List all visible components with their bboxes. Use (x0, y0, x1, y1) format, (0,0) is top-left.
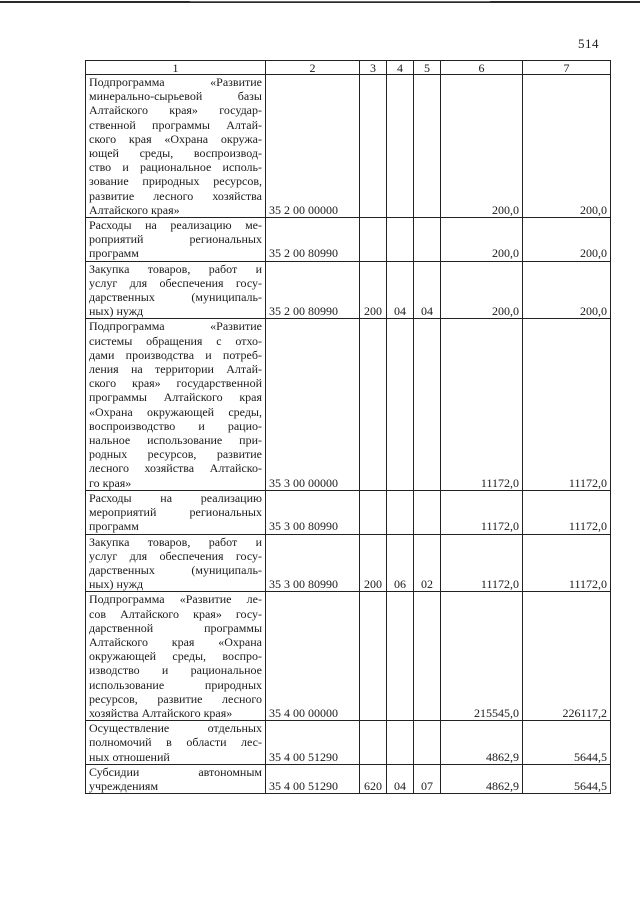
row-col4-cell: 04 (387, 261, 414, 319)
row-name-line: изводство и рациональное (89, 663, 262, 678)
row-col3-cell: 200 (360, 261, 387, 319)
table-row (86, 75, 611, 218)
row-name-line: Закупка товаров, работ и (89, 261, 262, 276)
row-col4-cell: 04 (387, 764, 414, 793)
header-col-5: 5 (414, 61, 441, 75)
row-col5-cell (414, 592, 441, 721)
row-name-line: ющей среды, воспроизвод- (89, 146, 262, 161)
table-row (86, 534, 611, 592)
row-name-line: ство и рациональное исполь- (89, 160, 262, 175)
row-value7-cell: 200,0 (523, 261, 611, 319)
row-col5-cell (414, 218, 441, 262)
row-code-cell: 35 3 00 80990 (266, 490, 360, 534)
row-col3-cell (360, 319, 387, 490)
row-name-line: лесного хозяйства Алтайско- (89, 461, 262, 476)
row-col5-cell (414, 721, 441, 765)
table-row (86, 721, 611, 765)
row-name-line: Подпрограмма «Развитие (89, 75, 262, 89)
row-col4-cell (387, 721, 414, 765)
header-col-4: 4 (387, 61, 414, 75)
row-name-line: ных отношений (89, 749, 170, 764)
row-col4-cell (387, 319, 414, 490)
row-value7-cell: 226117,2 (523, 592, 611, 721)
row-name-line: учреждениям (89, 778, 159, 793)
table-row (86, 764, 611, 793)
row-name-cell (86, 75, 266, 218)
row-value7-cell: 11172,0 (523, 490, 611, 534)
row-col3-cell (360, 721, 387, 765)
row-name-line: Алтайского края» (89, 202, 180, 217)
row-name-line: родных ресурсов, развитие (89, 447, 262, 462)
row-name-cell (86, 534, 266, 592)
table-row (86, 490, 611, 534)
row-value7-cell: 200,0 (523, 75, 611, 218)
row-name-line: дарственных (муниципаль- (89, 562, 262, 577)
row-name-line: ского края» государственной (89, 376, 262, 391)
row-value6-cell: 4862,9 (441, 721, 523, 765)
row-name-line: хозяйства Алтайского края» (89, 705, 233, 720)
table-row (86, 592, 611, 721)
row-col4-cell (387, 218, 414, 262)
row-col5-cell (414, 490, 441, 534)
row-name-line: Субсидии автономным (89, 764, 262, 779)
row-name-line: роприятий региональных (89, 232, 262, 247)
row-name-line: программ (89, 246, 139, 261)
row-name-line: «Охрана окружающей среды, (89, 404, 262, 419)
row-code-cell: 35 4 00 00000 (266, 592, 360, 721)
row-name-line: ресурсов, развитие лесного (89, 691, 262, 706)
row-col4-cell (387, 75, 414, 218)
header-col-1: 1 (86, 61, 266, 75)
row-col3-cell: 620 (360, 764, 387, 793)
budget-table (85, 60, 611, 794)
row-name-line: минерально-сырьевой базы (89, 89, 262, 104)
row-name-line: ственной программы Алтай- (89, 117, 262, 132)
row-name-line: сов Алтайского края» госу- (89, 606, 262, 621)
row-name-line: ных) нужд (89, 577, 144, 592)
row-code-cell: 35 4 00 51290 (266, 721, 360, 765)
row-name-cell (86, 261, 266, 319)
row-name-line: Алтайского края «Охрана (89, 634, 262, 649)
table-body (86, 75, 611, 794)
row-value6-cell: 4862,9 (441, 764, 523, 793)
row-name-line: воспроизводство и рацио- (89, 418, 262, 433)
row-col3-cell (360, 218, 387, 262)
row-name-line: ления на территории Алтай- (89, 362, 262, 377)
row-value7-cell: 11172,0 (523, 319, 611, 490)
row-col5-cell (414, 319, 441, 490)
row-name-line: услуг для обеспечения госу- (89, 275, 262, 290)
table-row (86, 218, 611, 262)
row-name-line: зование природных ресурсов, (89, 174, 262, 189)
scan-edge-line-inner (190, 1, 490, 2)
row-name-line: го края» (89, 475, 132, 490)
row-name-line: ского края «Охрана окружа- (89, 131, 262, 146)
row-value7-cell: 5644,5 (523, 764, 611, 793)
row-name-line: Алтайского края» государ- (89, 103, 262, 118)
row-name-cell (86, 218, 266, 262)
row-name-cell (86, 721, 266, 765)
row-name-line: программ (89, 519, 139, 534)
row-name-cell (86, 490, 266, 534)
table-row (86, 319, 611, 490)
row-name-line: дами производства и потреб- (89, 347, 262, 362)
row-col4-cell (387, 592, 414, 721)
page-number: 514 (578, 36, 599, 51)
row-name-cell (86, 319, 266, 490)
row-name-line: Закупка товаров, работ и (89, 534, 262, 549)
row-col3-cell (360, 75, 387, 218)
row-name-line: мероприятий региональных (89, 505, 262, 520)
row-name-line: дарственных (муниципаль- (89, 290, 262, 305)
row-col3-cell (360, 490, 387, 534)
row-col5-cell: 02 (414, 534, 441, 592)
row-value7-cell: 11172,0 (523, 534, 611, 592)
header-col-6: 6 (441, 61, 523, 75)
row-code-cell: 35 2 00 80990 (266, 261, 360, 319)
header-col-3: 3 (360, 61, 387, 75)
row-col4-cell: 06 (387, 534, 414, 592)
row-col3-cell: 200 (360, 534, 387, 592)
row-name-cell (86, 592, 266, 721)
row-name-line: Подпрограмма «Развитие ле- (89, 592, 262, 607)
table-row (86, 261, 611, 319)
row-value6-cell: 200,0 (441, 261, 523, 319)
row-value6-cell: 200,0 (441, 218, 523, 262)
row-col3-cell (360, 592, 387, 721)
row-value6-cell: 11172,0 (441, 319, 523, 490)
row-col5-cell: 07 (414, 764, 441, 793)
row-name-line: полномочий в области лес- (89, 735, 262, 750)
row-value6-cell: 200,0 (441, 75, 523, 218)
row-value6-cell: 11172,0 (441, 490, 523, 534)
row-col5-cell: 04 (414, 261, 441, 319)
row-code-cell: 35 2 00 80990 (266, 218, 360, 262)
header-col-2: 2 (266, 61, 360, 75)
row-name-line: развитие лесного хозяйства (89, 188, 262, 203)
row-name-line: дарственной программы (89, 620, 262, 635)
row-value7-cell: 5644,5 (523, 721, 611, 765)
row-code-cell: 35 2 00 00000 (266, 75, 360, 218)
table-header-row (86, 61, 611, 75)
row-name-line: Расходы на реализацию ме- (89, 218, 262, 233)
row-value6-cell: 11172,0 (441, 534, 523, 592)
row-name-line: ных) нужд (89, 304, 144, 319)
row-name-cell (86, 764, 266, 793)
row-name-line: нальное использование при- (89, 433, 262, 448)
row-col4-cell (387, 490, 414, 534)
row-code-cell: 35 3 00 00000 (266, 319, 360, 490)
row-code-cell: 35 3 00 80990 (266, 534, 360, 592)
row-name-line: использование природных (89, 677, 262, 692)
row-name-line: окружающей среды, воспро- (89, 649, 262, 664)
row-name-line: программы Алтайского края (89, 390, 262, 405)
row-name-line: системы обращения с отхо- (89, 333, 262, 348)
row-col5-cell (414, 75, 441, 218)
row-value7-cell: 200,0 (523, 218, 611, 262)
row-name-line: Подпрограмма «Развитие (89, 319, 262, 334)
row-name-line: услуг для обеспечения госу- (89, 548, 262, 563)
row-name-line: Осуществление отдельных (89, 721, 262, 736)
row-name-line: Расходы на реализацию (89, 490, 262, 505)
row-code-cell: 35 4 00 51290 (266, 764, 360, 793)
row-value6-cell: 215545,0 (441, 592, 523, 721)
header-col-7: 7 (523, 61, 611, 75)
